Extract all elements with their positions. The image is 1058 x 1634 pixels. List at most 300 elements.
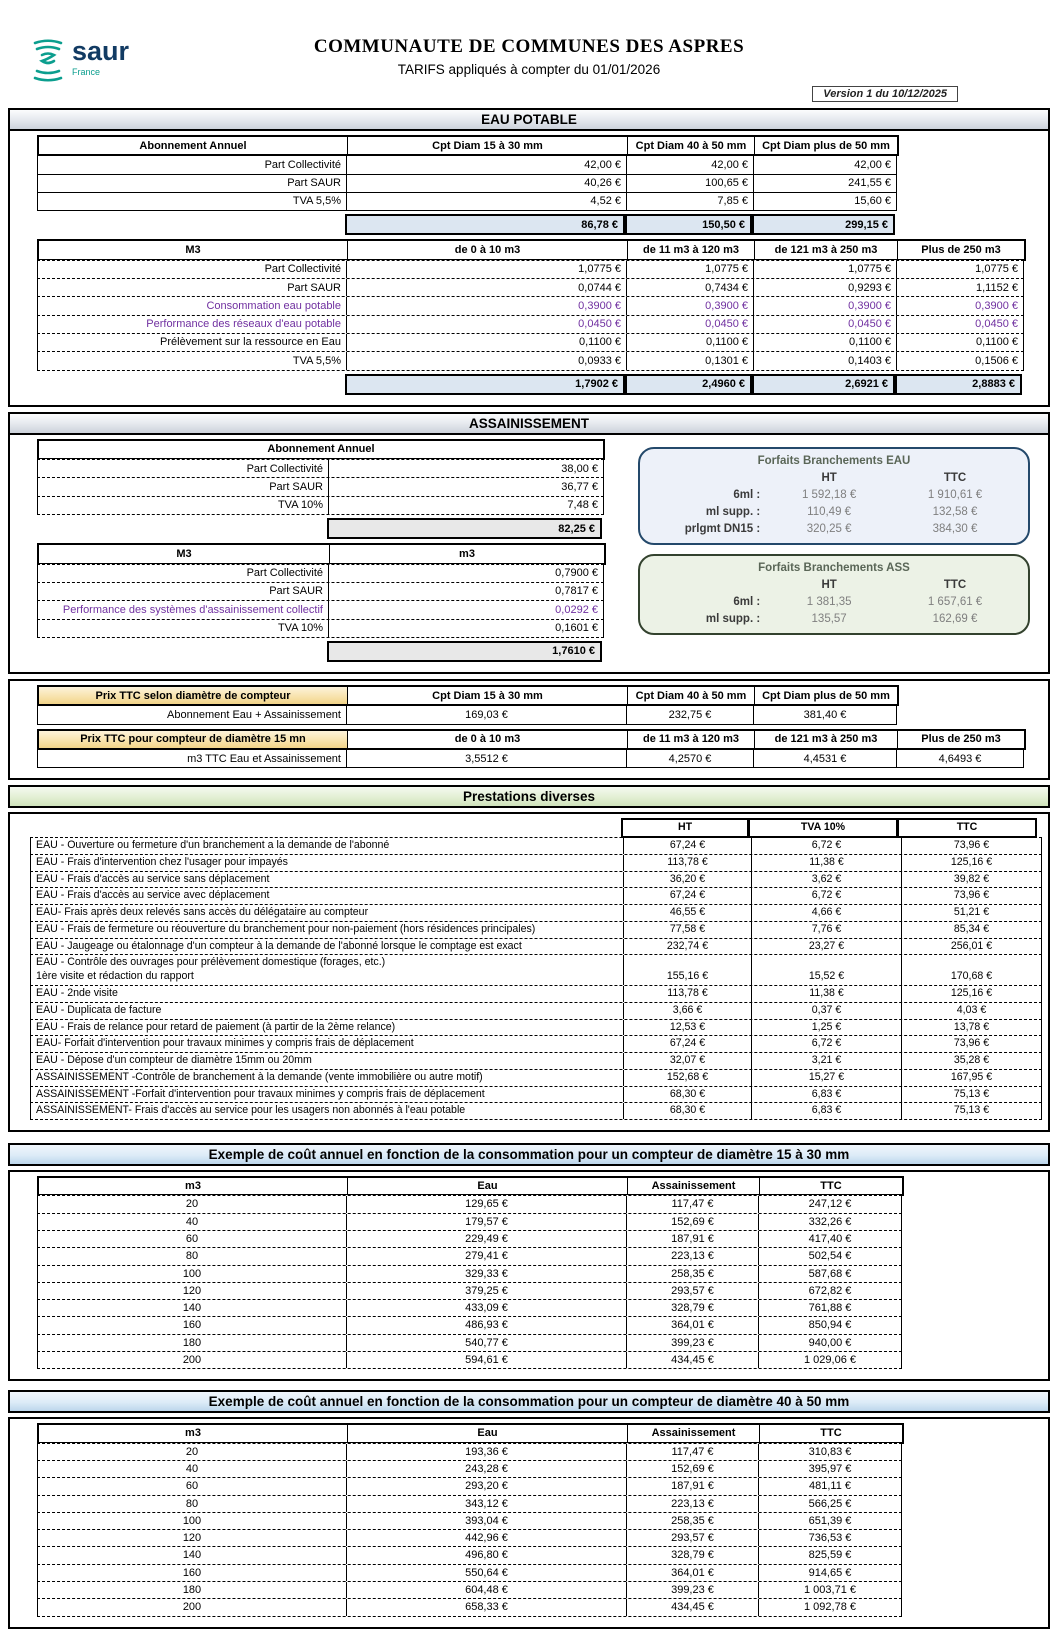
row-label: Part Collectivité [264,263,341,276]
cell-value: 566,25 € [758,1496,901,1512]
row-label: EAU- Frais après deux relevés sans accès du délégataire au compteur [36,906,369,919]
cell-value: 13,78 € [901,1020,1041,1036]
cell-value: 152,68 € [623,1070,751,1086]
row-label: TVA 5,5% [292,195,341,208]
cell-value: 77,58 € [623,922,751,938]
column-header: Cpt Diam 15 à 30 mm [347,137,627,154]
cell-m3: 180 [182,1336,202,1349]
table-m3-ass [37,543,606,662]
table-row [37,1443,902,1461]
cell-value: 1 381,35 [806,595,852,608]
table-row [37,260,1024,279]
cell-value: 0,1506 € [896,352,1023,369]
cell-value: 0,3900 € [626,297,753,314]
row-label: m3 TTC Eau et Assainissement [187,752,341,765]
cell-value: 825,59 € [758,1547,901,1563]
row-label: prlgmt DN15 : [684,522,761,535]
row-label: EAU - Jaugeage ou étalonnage d'un compteur à la demande de l'abonné lorsque le comptage est exact [36,939,522,952]
cell-value: 1,0775 € [896,261,1023,278]
table-row [37,1195,902,1213]
cell-value: 12,53 € [623,1020,751,1036]
column-header: Cpt Diam 40 à 50 mm [627,687,754,704]
column-header: TTC [943,578,967,591]
cell-value: 672,82 € [758,1283,901,1299]
cell-value: 4,6493 € [896,750,1023,767]
cell-value: 3,62 € [751,872,901,888]
total-cell: 2,8883 € [895,374,1022,395]
row-label: Performance des réseaux d'eau potable [146,318,341,331]
cell-value: 73,96 € [901,838,1041,854]
forfaits-row [650,613,1018,625]
cell-value: 100,65 € [626,175,753,192]
table-row [37,1581,902,1599]
page-subtitle: TARIFS appliqués à compter du 01/01/2026 [397,62,661,77]
spacer-cell [37,374,345,395]
cell-value: 0,0744 € [346,279,626,296]
cell-value: 502,54 € [758,1248,901,1264]
cell-value: 0,0292 € [328,601,603,618]
cell-m3: 60 [185,1480,199,1493]
cell-value: 0,1100 € [753,334,896,351]
total-cell: 150,50 € [625,214,752,235]
cell-value: 7,85 € [626,193,753,210]
column-header: Cpt Diam 40 à 50 mm [627,137,754,154]
table-header-row [37,439,605,460]
cell-value: 162,69 € [932,612,978,625]
section-header-exemple-40-50: Exemple de coût annuel en fonction de la consommation pour un compteur de diamètre 40 à 50 mm [8,1390,1050,1413]
cell-m3: 40 [185,1462,199,1475]
cell-value: 850,94 € [758,1317,901,1333]
cell-m3: 80 [185,1497,199,1510]
cell-value: 0,7817 € [328,583,603,600]
table-row [37,496,604,515]
forfaits-boxes [638,447,1030,644]
cell-value: 155,16 € [623,955,751,985]
cell-m3: 20 [185,1445,199,1458]
cell-value: 229,49 € [346,1231,626,1247]
cell-value: 73,96 € [901,1036,1041,1052]
column-header: TTC [759,1178,902,1194]
cell-value: 0,9293 € [753,279,896,296]
cell-value: 1,0775 € [753,261,896,278]
cell-value: 434,45 € [626,1599,758,1615]
cell-value: 85,34 € [901,922,1041,938]
row-label: ml supp. : [705,505,761,518]
saur-logo [30,38,129,84]
cell-value: 0,1301 € [626,352,753,369]
table-abonnement-annuel-ass [37,439,606,539]
cell-value: 736,53 € [758,1530,901,1546]
cell-value: 152,69 € [626,1461,758,1477]
table-row [37,192,897,211]
cell-value: 293,57 € [626,1283,758,1299]
column-header: de 11 m3 à 120 m3 [627,241,754,258]
cell-value: 11,38 € [751,855,901,871]
cell-m3: 160 [182,1319,202,1332]
cell-value: 113,78 € [623,986,751,1002]
column-header: Cpt Diam 15 à 30 mm [347,687,627,704]
cell-value: 0,0450 € [896,316,1023,333]
table-row [37,278,1024,297]
column-header: de 121 m3 à 250 m3 [754,731,897,748]
forfaits-ass-title: Forfaits Branchements ASS [758,561,910,574]
total-cell: 1,7610 € [327,641,602,662]
cell-m3: 120 [182,1284,202,1297]
column-header: Eau [347,1178,627,1194]
cell-value: 1 003,71 € [758,1582,901,1598]
column-header: m3 [329,545,604,562]
cell-value: 42,00 € [626,156,753,173]
row-label: TVA 10% [277,499,323,512]
table-row [30,1019,1042,1037]
page-title: COMMUNAUTE DE COMMUNES DES ASPRES [313,36,745,57]
spacer-cell [37,214,345,235]
table-row [30,954,1042,986]
table-row [37,174,897,193]
row-label: Part Collectivité [246,462,323,475]
cell-value: 67,24 € [623,1036,751,1052]
section-header-prestations: Prestations diverses [8,785,1050,808]
cell-value: 38,00 € [328,460,603,477]
table-header-row [37,1176,904,1196]
cell-value: 75,13 € [901,1103,1041,1119]
cell-value: 6,83 € [751,1087,901,1103]
table-row [37,296,1024,315]
cell-value: 1,25 € [751,1020,901,1036]
logo-country-label: France [72,67,101,77]
cell-value: 0,1100 € [346,334,626,351]
table-row [30,837,1042,855]
total-cell: 1,7902 € [345,374,625,395]
total-cell: 86,78 € [345,214,625,235]
table-header-row [37,685,899,706]
row-label: ASSAINISSEMENT -Contrôle de branchement à la demande (vente immobilière ou autre motif) [36,1070,483,1083]
cell-value: 1,0775 € [346,261,626,278]
cell-m3: 160 [182,1566,202,1579]
cell-value: 187,91 € [626,1231,758,1247]
cell-value: 152,69 € [626,1214,758,1230]
table-row [37,333,1024,352]
column-header: TTC [759,1425,902,1441]
column-header: Assainissement [627,1425,759,1441]
cell-value: 36,77 € [328,478,603,495]
table-row [37,749,1024,768]
section-header-eau-potable: EAU POTABLE [10,110,1048,131]
row-label: EAU - Ouverture ou fermeture d'un branchement a la demande de l'abonné [36,839,390,852]
table-row [30,1069,1042,1087]
forfaits-row [650,489,1018,501]
total-row [37,641,602,662]
cell-value: 187,91 € [626,1478,758,1494]
cell-value: 310,83 € [758,1444,901,1460]
table-row [30,1102,1042,1120]
cell-value: 486,93 € [346,1317,626,1333]
cell-value: 132,58 € [932,505,978,518]
row-label: Consommation eau potable [206,299,341,312]
table-header-row [37,239,1026,260]
forfaits-header-row [650,579,1018,591]
cell-value: 11,38 € [751,986,901,1002]
row-label: TVA 10% [277,622,323,635]
cell-m3: 40 [185,1215,199,1228]
section-prix-ttc [8,679,1050,780]
table-row [30,1002,1042,1020]
cell-value: 550,64 € [346,1565,626,1581]
forfaits-row [650,506,1018,518]
cell-value: 381,40 € [753,706,896,723]
cell-value: 6,72 € [751,888,901,904]
cell-m3: 100 [182,1267,202,1280]
column-header: Abonnement Annuel [267,443,375,456]
total-cell: 82,25 € [327,518,602,539]
table-row [37,1529,902,1547]
cell-value: 332,26 € [758,1214,901,1230]
row-label: Abonnement Eau + Assainissement [167,708,341,721]
cell-value: 247,12 € [758,1196,901,1212]
column-header: de 0 à 10 m3 [347,241,627,258]
cell-value: 1 092,78 € [758,1599,901,1615]
section-exemple-15-30 [8,1170,1050,1381]
cell-value: 32,07 € [623,1053,751,1069]
cell-value: 7,48 € [328,497,603,514]
cell-value: 110,49 € [807,505,852,518]
cell-value: 1,0775 € [626,261,753,278]
table-prestations [30,818,1048,1120]
table-row [37,1230,902,1248]
cell-m3: 180 [182,1584,202,1597]
cell-value: 167,95 € [901,1070,1041,1086]
table-exemple-40-50 [37,1423,1048,1616]
column-header: TTC [897,818,1037,838]
cell-value: 761,88 € [758,1300,901,1316]
table-row [37,582,604,601]
cell-value: 256,01 € [901,939,1041,955]
document-header [0,30,1058,108]
cell-value: 129,65 € [346,1196,626,1212]
forfaits-header-row [650,472,1018,484]
cell-value: 320,25 € [806,522,852,535]
table-row [37,1460,902,1478]
row-label: Part SAUR [269,480,323,493]
cell-value: 42,00 € [753,156,896,173]
cell-value: 223,13 € [626,1496,758,1512]
row-label: EAU - Frais d'accès au service avec déplacement [36,889,270,902]
cell-value: 1 029,06 € [758,1352,901,1368]
cell-value: 0,7434 € [626,279,753,296]
row-label: TVA 5,5% [292,354,341,367]
table-prix-ttc-diametre [37,685,1048,725]
table-row [37,459,604,478]
cell-value: 442,96 € [346,1530,626,1546]
cell-value: 4,2570 € [626,750,753,767]
table-row [30,904,1042,922]
table-header-row [30,818,1037,838]
cell-m3: 100 [182,1514,202,1527]
table-row [37,1564,902,1582]
table-row [37,1334,902,1352]
total-row [37,518,602,539]
cell-value: 293,57 € [626,1530,758,1546]
cell-value: 0,0450 € [753,316,896,333]
cell-value: 587,68 € [758,1266,901,1282]
row-label: 6ml : [733,488,761,501]
cell-value: 0,1403 € [753,352,896,369]
section-prestations [8,812,1050,1132]
cell-value: 243,28 € [346,1461,626,1477]
cell-value: 39,82 € [901,872,1041,888]
cell-value: 0,3900 € [896,297,1023,314]
table-row [30,985,1042,1003]
row-label: EAU - Contrôle des ouvrages pour prélèvement domestique (forages, etc.) 1ère visite et rédaction du rapport [36,956,386,983]
cell-value: 279,41 € [346,1248,626,1264]
column-header: Plus de 250 m3 [897,731,1024,748]
total-row [37,374,1022,395]
column-header: Prix TTC pour compteur de diamètre 15 mn [39,731,347,748]
version-label: Version 1 du 10/12/2025 [812,86,958,102]
cell-value: 15,52 € [751,955,901,985]
cell-value: 417,40 € [758,1231,901,1247]
cell-value: 434,45 € [626,1352,758,1368]
cell-value: 329,33 € [346,1266,626,1282]
table-row [30,887,1042,905]
cell-value: 7,76 € [751,922,901,938]
total-cell: 299,15 € [752,214,895,235]
row-label: Part SAUR [269,585,323,598]
table-row [37,1265,902,1283]
cell-value: 0,0450 € [626,316,753,333]
table-row [37,1598,902,1616]
cell-value: 35,28 € [901,1053,1041,1069]
cell-m3: 60 [185,1232,199,1245]
table-abonnement-annuel-eau [37,135,1048,235]
row-label: Part Collectivité [246,567,323,580]
column-header: Cpt Diam plus de 50 mm [754,687,897,704]
row-label: Part SAUR [287,281,341,294]
row-label: Prélèvement sur la ressource en Eau [160,336,341,349]
column-header: HT [621,818,749,838]
row-label: ASSAINISSEMENT -Forfait d'intervention pour travaux minimes y compris frais de déplacement [36,1087,485,1100]
spacer-cell [30,818,622,838]
row-label: Part Collectivité [264,158,341,171]
table-row [37,1546,902,1564]
cell-value: 258,35 € [626,1266,758,1282]
column-header: Prix TTC selon diamètre de compteur [39,687,347,704]
cell-m3: 140 [182,1302,202,1315]
cell-value: 3,66 € [623,1003,751,1019]
total-cell: 2,6921 € [752,374,895,395]
cell-value: 343,12 € [346,1496,626,1512]
table-row [37,1512,902,1530]
cell-value: 179,57 € [346,1214,626,1230]
table-row [37,1495,902,1513]
row-label: Performance des systèmes d'assainissement collectif [62,603,323,616]
table-row [37,1477,902,1495]
cell-value: 4,66 € [751,905,901,921]
cell-value: 0,7900 € [328,565,603,582]
table-row [37,1282,902,1300]
table-row [37,1299,902,1317]
table-row [30,921,1042,939]
cell-value: 258,35 € [626,1513,758,1529]
column-header: TTC [943,471,967,484]
cell-value: 364,01 € [626,1565,758,1581]
section-exemple-40-50 [8,1417,1050,1628]
cell-value: 51,21 € [901,905,1041,921]
cell-value: 170,68 € [901,955,1041,985]
assainissement-tables [10,435,606,666]
table-row [37,1316,902,1334]
cell-value: 1 592,18 € [801,488,857,501]
row-label: EAU - Dépose d'un compteur de diamètre 15mm ou 20mm [36,1054,312,1067]
column-header: Assainissement [627,1178,759,1194]
cell-value: 0,37 € [751,1003,901,1019]
cell-value: 379,25 € [346,1283,626,1299]
row-label: 6ml : [733,595,761,608]
section-eau-potable [8,108,1050,407]
cell-value: 3,5512 € [346,750,626,767]
cell-value: 496,80 € [346,1547,626,1563]
spacer-cell [650,579,766,591]
cell-value: 117,47 € [626,1196,758,1212]
forfaits-row [650,523,1018,535]
cell-value: 0,1601 € [328,620,603,637]
section-header-exemple-15-30: Exemple de coût annuel en fonction de la consommation pour un compteur de diamètre 15 à 30 mm [8,1143,1050,1166]
cell-value: 651,39 € [758,1513,901,1529]
table-row [37,600,604,619]
row-label: EAU - Duplicata de facture [36,1003,162,1016]
cell-value: 433,09 € [346,1300,626,1316]
column-header: TVA 10% [748,818,898,838]
cell-value: 594,61 € [346,1352,626,1368]
table-row [37,1213,902,1231]
cell-value: 395,97 € [758,1461,901,1477]
cell-value: 0,0450 € [346,316,626,333]
table-exemple-15-30 [37,1176,1048,1369]
cell-m3: 120 [182,1532,202,1545]
cell-value: 125,16 € [901,986,1041,1002]
table-row [37,315,1024,334]
logo-wordmark: saur [72,36,130,66]
cell-m3: 80 [185,1250,199,1263]
cell-value: 40,26 € [346,175,626,192]
row-label: EAU - Frais de relance pour retard de paiement (à partir de la 2ème relance) [36,1020,396,1033]
cell-value: 113,78 € [623,855,751,871]
column-header: de 0 à 10 m3 [347,731,627,748]
spacer-cell [37,641,327,662]
cell-value: 6,72 € [751,838,901,854]
section-assainissement [8,412,1050,674]
saur-logo-icon [30,38,66,84]
cell-value: 914,65 € [758,1565,901,1581]
forfaits-branchements-ass-box [638,554,1030,635]
table-row [30,1052,1042,1070]
cell-m3: 200 [182,1354,202,1367]
cell-value: 125,16 € [901,855,1041,871]
cell-value: 0,3900 € [346,297,626,314]
cell-value: 399,23 € [626,1582,758,1598]
cell-value: 169,03 € [346,706,626,723]
cell-m3: 20 [185,1198,199,1211]
cell-value: 6,72 € [751,1036,901,1052]
table-row [37,564,604,583]
table-row [30,1086,1042,1104]
total-cell: 2,4960 € [625,374,752,395]
column-header: Eau [347,1425,627,1441]
column-header: Plus de 250 m3 [897,241,1024,258]
cell-value: 232,75 € [626,706,753,723]
table-row [30,938,1042,956]
cell-value: 658,33 € [346,1599,626,1615]
